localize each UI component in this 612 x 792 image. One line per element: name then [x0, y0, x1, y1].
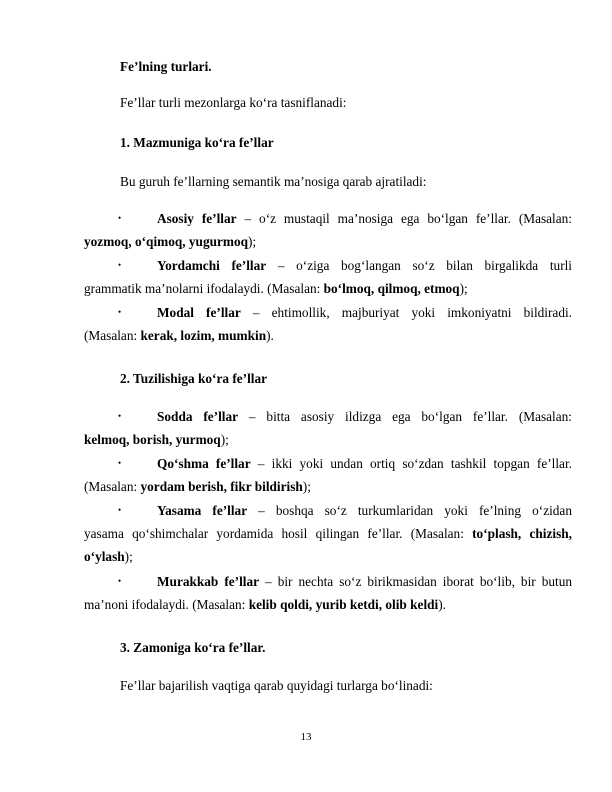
- definition-cont: ma’noni ifodalaydi. (Masalan:: [84, 597, 249, 612]
- list-item: [84, 452, 572, 498]
- definition: – o‘z mustaqil ma’nosiga ega bo‘lgan fe’llar. (Masalan:: [236, 211, 572, 226]
- definition: – ikki yoki undan ortiq so‘zdan tashkil topgan fe’llar.: [250, 456, 572, 471]
- term: Yordamchi fe’llar: [157, 258, 267, 273]
- bullet-icon: •: [118, 411, 122, 421]
- definition-cont: (Masalan:: [84, 479, 141, 494]
- term: Qo‘shma fe’llar: [157, 456, 251, 471]
- closing-punct: );: [248, 234, 257, 249]
- example-cont: o‘ylash: [84, 549, 125, 564]
- example: yordam berish, fikr bildirish: [140, 479, 303, 494]
- section-3-lead: Fe’llar bajarilish vaqtiga qarab quyidagi turlarga bo‘linadi:: [120, 678, 433, 693]
- term: Sodda fe’llar: [157, 409, 239, 424]
- closing-punct: );: [124, 549, 133, 564]
- section-3-title: 3. Zamoniga ko‘ra fe’llar.: [120, 640, 266, 655]
- page-number: 13: [300, 731, 312, 743]
- closing-punct: ).: [438, 597, 446, 612]
- bullet-icon: •: [118, 213, 122, 223]
- list-item: [84, 570, 572, 616]
- intro-text: Fe’llar turli mezonlarga ko‘ra tasniflanadi:: [120, 95, 347, 110]
- list-item: [84, 405, 572, 451]
- bullet-icon: •: [118, 576, 122, 586]
- example: yozmoq, o‘qimoq, yugurmoq: [84, 234, 249, 249]
- closing-punct: ).: [266, 328, 274, 343]
- section-1-title: 1. Mazmuniga ko‘ra fe’llar: [120, 135, 274, 150]
- definition: – bir nechta so‘z birikmasidan iborat bo‘lib, bir butun: [259, 574, 572, 589]
- term: Modal fe’llar: [157, 305, 241, 320]
- section-2-title: 2. Tuzilishiga ko‘ra fe’llar: [120, 371, 268, 386]
- bullet-icon: •: [118, 307, 122, 317]
- example: kelmoq, borish, yurmoq: [84, 432, 221, 447]
- term: Yasama fe’llar: [157, 503, 248, 518]
- definition: – ehtimollik, majburiyat yoki imkoniyatni bildiradi.: [240, 305, 572, 320]
- bullet-icon: •: [118, 458, 122, 468]
- term: Asosiy fe’llar: [157, 211, 237, 226]
- term: Murakkab fe’llar: [157, 574, 260, 589]
- definition-cont: grammatik ma’nolarni ifodalaydi. (Masalan:: [84, 281, 324, 296]
- example: kerak, lozim, mumkin: [140, 328, 267, 343]
- main-heading: Fe’lning turlari.: [120, 59, 212, 74]
- list-item: [84, 207, 572, 253]
- section-1-lead: Bu guruh fe’llarning semantik ma’nosiga qarab ajratiladi:: [120, 174, 427, 189]
- closing-punct: );: [302, 479, 311, 494]
- definition-cont: yasama qo‘shimchalar yordamida hosil qilingan fe’llar. (Masalan:: [84, 526, 473, 541]
- bullet-icon: •: [118, 260, 122, 270]
- list-item: [84, 499, 572, 568]
- definition: – bitta asosiy ildizga ega bo‘lgan fe’llar. (Masalan:: [238, 409, 572, 424]
- example: bo‘lmoq, qilmoq, etmoq: [323, 281, 460, 296]
- definition-cont: (Masalan:: [84, 328, 141, 343]
- definition: – o‘ziga bog‘langan so‘z bilan birgalikda turli: [266, 258, 573, 273]
- bullet-icon: •: [118, 505, 122, 515]
- list-item: [84, 301, 572, 347]
- closing-punct: );: [459, 281, 468, 296]
- list-item: [84, 254, 572, 300]
- example: kelib qoldi, yurib ketdi, olib keldi: [248, 597, 439, 612]
- example: to‘plash, chizish,: [472, 526, 572, 541]
- closing-punct: );: [220, 432, 229, 447]
- definition: – boshqa so‘z turkumlaridan yoki fe’lning o‘zidan: [247, 503, 572, 518]
